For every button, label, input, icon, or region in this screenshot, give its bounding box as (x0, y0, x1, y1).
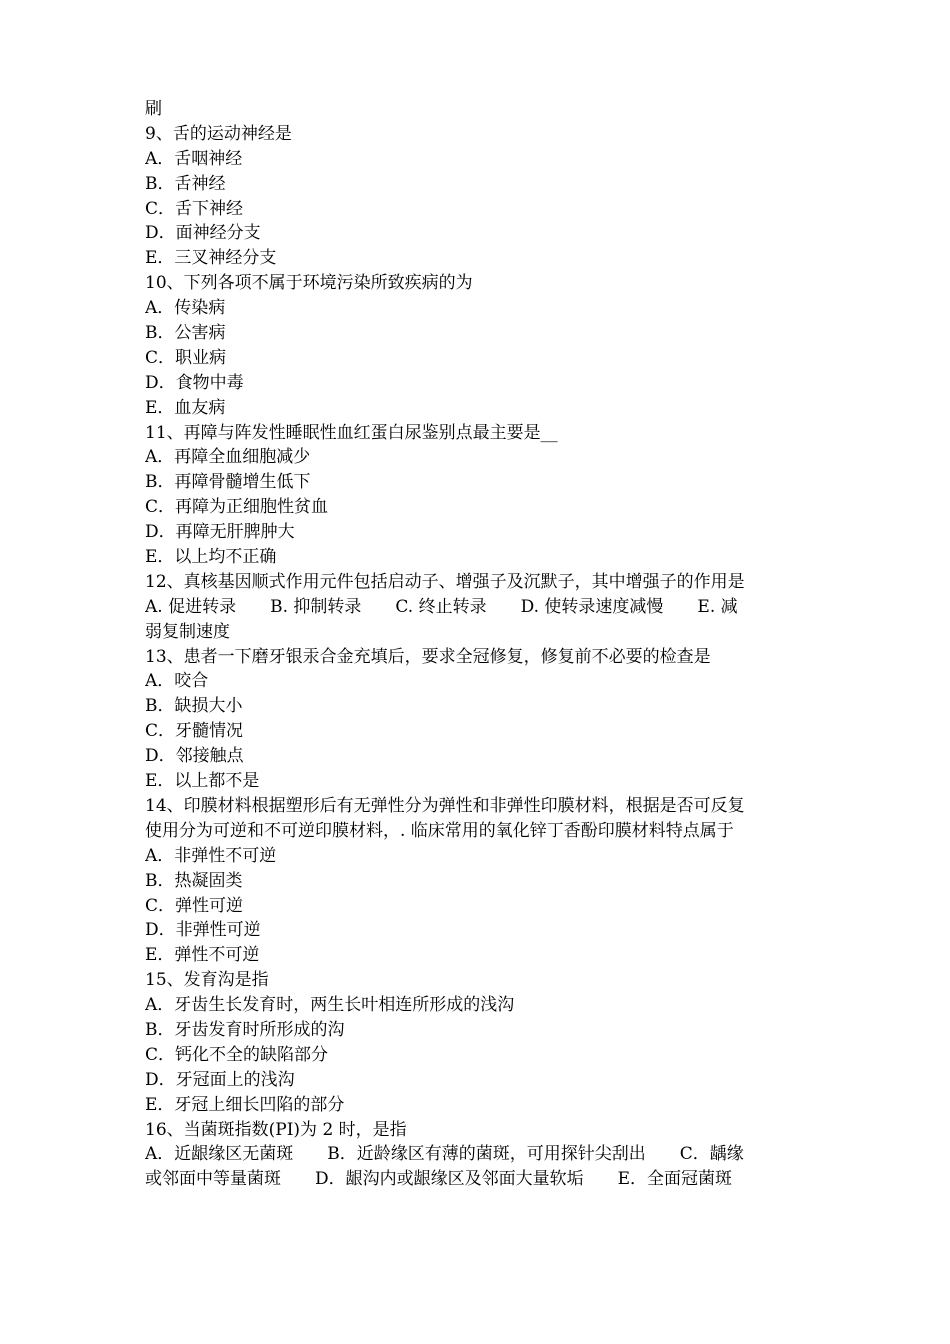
option-line: D．邻接触点 (145, 746, 244, 767)
question-10: 10、下列各项不属于环境污染所致疾病的为 (145, 273, 473, 294)
option-line: E．弹性不可逆 (145, 945, 260, 966)
text-line: 刷 (145, 99, 162, 119)
option-line: B．牙齿发育时所形成的沟 (145, 1019, 345, 1040)
option-line: 或邻面中等量菌斑 D．龈沟内或龈缘区及邻面大量软垢 E．全面冠菌斑 (145, 1169, 733, 1190)
option-line: E．以上都不是 (145, 771, 260, 792)
option-line: C．钙化不全的缺陷部分 (145, 1044, 329, 1065)
question-13: 13、患者一下磨牙银汞合金充填后，要求全冠修复，修复前不必要的检查是 (145, 646, 711, 667)
option-line: A．舌咽神经 (145, 148, 243, 169)
option-line: 弱复制速度 (145, 621, 230, 642)
option-line: A．非弹性不可逆 (145, 845, 277, 866)
option-line: A．再障全血细胞减少 (145, 447, 311, 468)
question-14-cont: 使用分为可逆和不可逆印膜材料，. 临床常用的氧化锌丁香酚印膜材料特点属于 (145, 820, 734, 841)
option-line: B．缺损大小 (145, 696, 243, 717)
option-line: A．近龈缘区无菌斑 B．近龄缘区有薄的菌斑，可用探针尖刮出 C．龋缘 (145, 1144, 744, 1165)
option-line: E．以上均不正确 (145, 547, 277, 568)
question-15: 15、发育沟是指 (145, 970, 269, 991)
option-line: D．面神经分支 (145, 223, 261, 244)
option-line: B．热凝固类 (145, 870, 243, 891)
question-14: 14、印膜材料根据塑形后有无弹性分为弹性和非弹性印膜材料，根据是否可反复 (145, 795, 745, 816)
question-9: 9、舌的运动神经是 (145, 123, 292, 144)
option-line: C．职业病 (145, 347, 227, 368)
question-16: 16、当菌斑指数(PI)为 2 时，是指 (145, 1119, 407, 1140)
question-11: 11、再障与阵发性睡眠性血红蛋白尿鉴别点最主要是__ (145, 422, 558, 443)
option-line: B．再障骨髓增生低下 (145, 472, 311, 493)
option-line: B．舌神经 (145, 173, 226, 194)
option-line: C．舌下神经 (145, 198, 244, 219)
option-line: A．咬合 (145, 671, 209, 692)
option-line: B．公害病 (145, 323, 226, 344)
option-line: D．再障无肝脾肿大 (145, 522, 295, 543)
option-line: A. 促进转录 B. 抑制转录 C. 终止转录 D. 使转录速度减慢 E. 减 (145, 596, 738, 617)
option-line: C．弹性可逆 (145, 895, 244, 916)
option-line: C．牙髓情况 (145, 721, 244, 742)
document-body (145, 97, 810, 1192)
option-line: E．血友病 (145, 397, 226, 418)
option-line: D．食物中毒 (145, 372, 244, 393)
option-line: C．再障为正细胞性贫血 (145, 497, 329, 518)
option-line: A．传染病 (145, 298, 226, 319)
option-line: E．牙冠上细长凹陷的部分 (145, 1094, 345, 1115)
option-line: D．牙冠面上的浅沟 (145, 1069, 295, 1090)
question-12: 12、真核基因顺式作用元件包括启动子、增强子及沉默子，其中增强子的作用是 (145, 571, 745, 592)
option-line: E．三叉神经分支 (145, 248, 277, 269)
option-line: A．牙齿生长发育时，两生长叶相连所形成的浅沟 (145, 995, 515, 1016)
option-line: D．非弹性可逆 (145, 920, 261, 941)
